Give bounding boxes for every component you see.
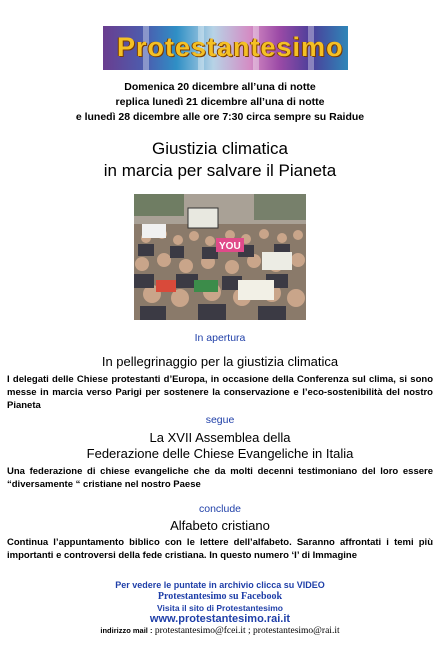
schedule-line-1: Domenica 20 dicembre all’una di notte	[124, 81, 316, 93]
section-label-follows: segue	[205, 414, 235, 426]
section-label-concludes: conclude	[198, 503, 242, 515]
section-title-line: La XVII Assemblea della	[149, 430, 291, 445]
schedule-line-3: e lunedì 28 dicembre alle ore 7:30 circa sempre su Raidue	[75, 111, 365, 123]
section-title-pilgrimage	[0, 354, 440, 370]
program-logo: Protestantesimo	[117, 32, 344, 62]
program-banner	[103, 26, 348, 70]
archive-video-link[interactable]: Per vedere le puntate in archivio clicca su VIDEO	[115, 580, 325, 590]
email-label: indirizzo mail :	[100, 626, 153, 635]
schedule-line-2: replica lunedì 21 dicembre all’una di notte	[115, 96, 325, 108]
section-title-line: In pellegrinaggio per la giustizia climatica	[101, 354, 339, 369]
climate-march-photo	[134, 194, 306, 320]
section-body-pilgrimage: I delegati delle Chiese protestanti d’Europa, in occasione della Conferenza sul clima, si sono messe in marcia verso Parigi per sostenere la conservazione e l’eco-sostenibilità del nostro Pianeta	[7, 374, 433, 411]
email-line	[0, 626, 440, 636]
broadcast-schedule	[0, 80, 440, 125]
episode-title	[0, 138, 440, 182]
episode-title-line-1: Giustizia climatica	[151, 139, 289, 158]
section-body-alphabet: Continua l’appuntamento biblico con le lettere dell’alfabeto. Saranno affrontati i temi più importanti e controversi della fede cristiana. In questo numero ‘I’ di Immagine	[7, 537, 433, 561]
section-title-alphabet	[0, 518, 440, 534]
section-label-opening: In apertura	[194, 332, 246, 344]
section-body-assembly: Una federazione di chiese evangeliche che da molti decenni testimoniano del loro essere “diversamente “ cristiane nel nostro Paese	[7, 466, 433, 490]
photo-sign-you: YOU	[219, 241, 241, 252]
visit-site-text: Visita il sito di Protestantesimo	[157, 603, 283, 613]
section-title-line: Federazione delle Chiese Evangeliche in Italia	[86, 446, 354, 461]
section-title-assembly	[0, 430, 440, 462]
email-addresses[interactable]: protestantesimo@fcei.it ; protestantesimo@rai.it	[154, 626, 340, 636]
facebook-link[interactable]: Protestantesimo su Facebook	[157, 591, 283, 602]
episode-title-line-2: in marcia per salvare il Pianeta	[103, 161, 337, 180]
website-link[interactable]: www.protestantesimo.rai.it	[149, 613, 291, 625]
section-title-line: Alfabeto cristiano	[170, 518, 270, 533]
